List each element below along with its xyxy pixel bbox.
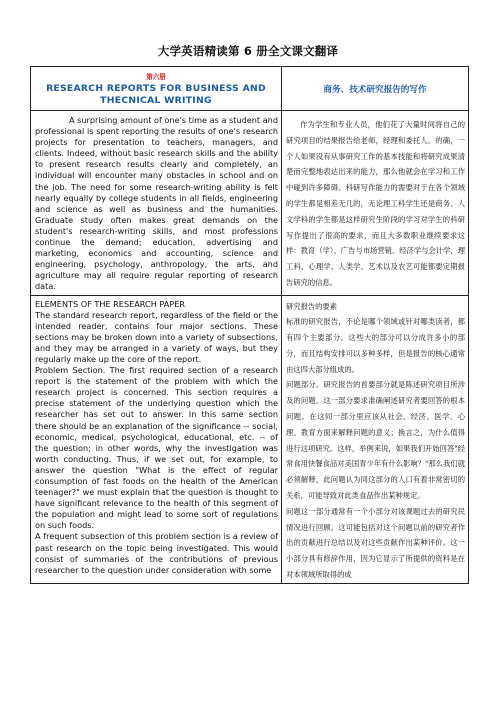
chinese-cell-1: [282, 111, 469, 296]
english-cell-1: [31, 111, 282, 296]
paragraph-row-1: [31, 111, 469, 296]
chinese-paragraph-2: 研究报告的要素 标准的研究报告，不论是哪个领域或针对哪类读者，都有四个主要部分。这些大的部分可以分成许多小的部分，而且结构安排可以多种多样，但是报告的核心通常由这四大部分组成的。 问题部分。研究报告的首要部分就是陈述研究项目所涉及的问题。这一部分要求准确阐述研究者要回答的根本问题。在这同一部分里应该从社会、经济、医学、心理、教育方面来解释问题的意义；换言之，为什么值得进行这项研究。这样，举例来说，如果我们开始回答"经常食用快餐食品对美国青少年有什么影响？"那么我们就必须解释，此问题认为同这部分的人口有着非常密切的关系，可能导致对此类食品作出某种规定。 问题这一部分通常有一个小部分对该课题过去的研究民情况进行回顾。这可能包括对这个问题以前的研究者作出的贡献进行总结以及对这些贡献作出某种评价。这一小部分具有修辞作用，因为它显示了所提供的资料是在对本领域所取得的成: [286, 301, 465, 580]
chinese-title-cell: [282, 67, 469, 111]
chinese-paragraph-1: 作为学生和专业人员，他们花了大量时间将自己的研究项目的结果报告给老师，经理和委托人。的确，一个人如果没有从事研究工作的基本技能和将研究成果清楚而完整地表达出来的能力，那么他就会在学习和工作中碰到许多障碍。科研写作能力的需要对于在各个领域的学生都是相差无几的，无论理工科学生还是商务、人文学科的学生都是这样研究生阶段的学习对学生的科研写作提出了很高的要求，而且大多数职业继续要求这样：教育（学）、广告与市场营销、经济学与会计学，理工科、心理学、人类学、艺术以及农艺可能都要定期报告研究的信息。: [286, 120, 465, 287]
chinese-cell-2: [282, 295, 469, 583]
paragraph-row-2: [31, 295, 469, 583]
english-paragraph-1: A surprising amount of one's time as a student and professional is spent reporting the results of one's research projects for presentation to teachers, managers, and clients. Indeed, without basic research skills and the ability to present research results clearly and completely, an individual will encounter many obstacles in school and on the job. The need for some research-writing ability is felt nearly equally by college students in all fields, engineering and science as well as business and the humanities. Graduate study often makes great demands on the student's research-writing skills, and most professions continue the demand; education, advertising and marketing, economics and accounting, science and engineering, psychology, anthropology, the arts, and agriculture may all require regular reporting of research data.: [35, 115, 278, 292]
title-row: [31, 67, 469, 111]
page-title: 大学英语精读第 6 册全文课文翻译: [157, 44, 339, 58]
english-title-cell: [31, 67, 282, 111]
english-cell-2: [31, 295, 282, 583]
chinese-title: 商务、技术研究报告的写作: [323, 85, 427, 95]
english-title: RESEARCH REPORTS FOR BUSINESS AND THECNICAL WRITING: [46, 83, 266, 106]
bilingual-table: [30, 66, 469, 584]
english-paragraph-2: ELEMENTS OF THE RESEARCH PAPER The standard research report, regardless of the field or the intended reader, contains four major sections. These sections may be broken down into a variety of subsections, and they may be arranged in a variety of ways, but they regularly make up the core of the report. Problem Section. The first required section of a research report is the statement of the problem with which the research project is concerned. This section requires a precise statement of the underlying question which the researcher has set out to answer. In this same section there should be an explanation of the significance -- social, economic, medical, psychological, educational, etc. -- of the question; in other words, why the investigation was worth conducting. Thus, if we set out, for example, to answer the question "What is the effect of regular consumption of fast foods on the health of the American teenager?" we must explain that the question is thought to have significant relevance to the health of this segment of the population and might lead to some sort of regulations on such foods. A frequent subsection of this problem section is a review of past research on the topic being investigated. This would consist of summaries of the contributions of previous researcher to the question under consideration with some: [35, 298, 278, 575]
book-label: 第六册: [146, 73, 166, 81]
